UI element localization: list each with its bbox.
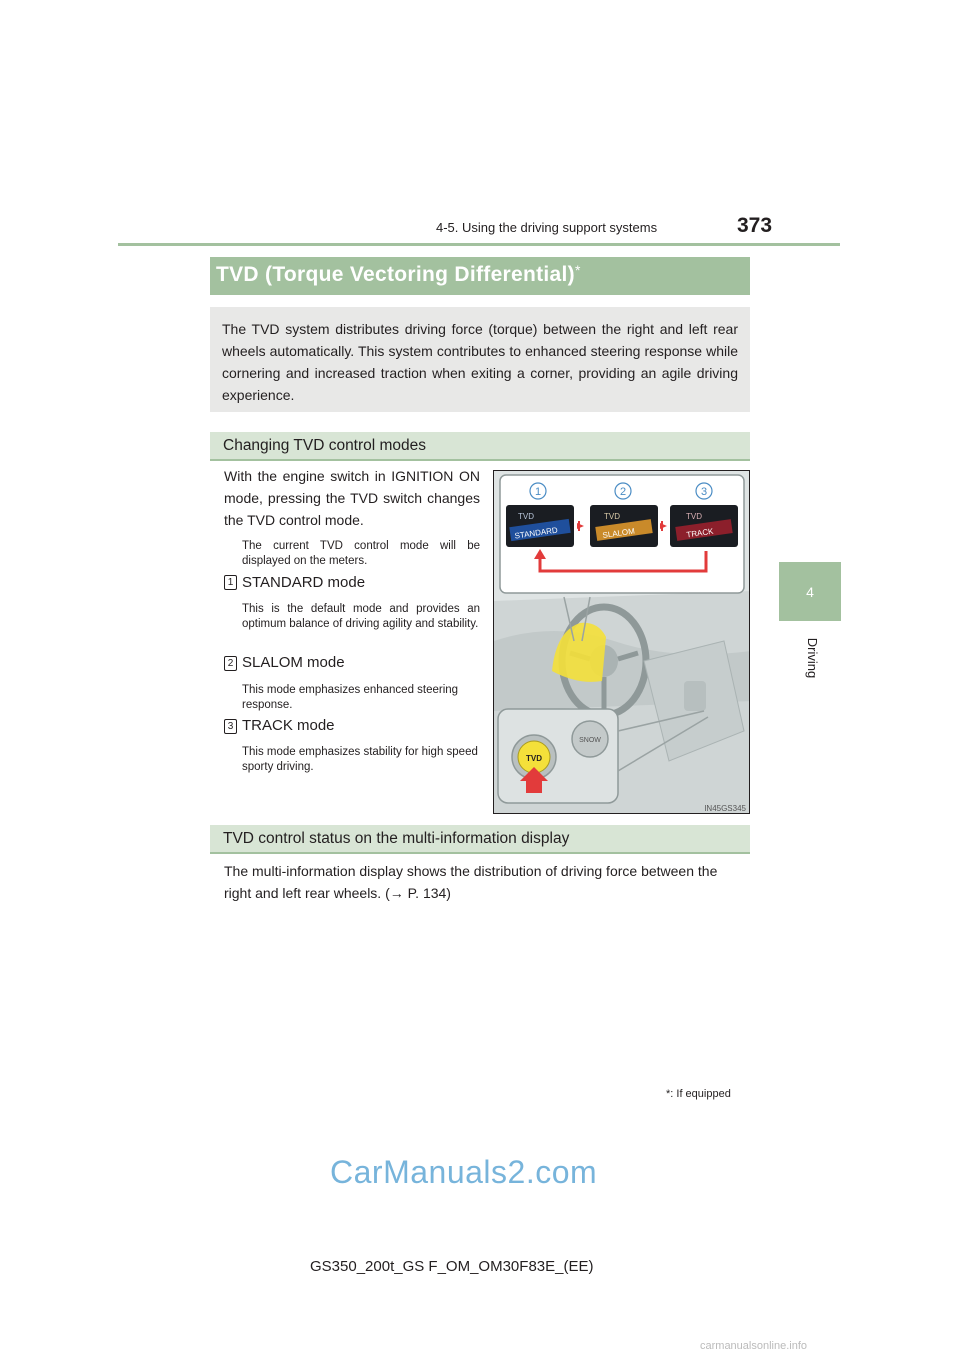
callout-3: 3 [700, 486, 708, 498]
standard-display-tvd: TVD [518, 512, 534, 521]
page-title-text: TVD (Torque Vectoring Differential) [216, 263, 575, 286]
footer-code: GS350_200t_GS F_OM_OM30F83E_(EE) [310, 1258, 594, 1275]
tvd-illustration [493, 470, 750, 814]
meter-note: The current TVD control mode will be displayed on the meters. [242, 540, 480, 567]
page-number: 373 [737, 214, 773, 237]
section-heading-modes: Changing TVD control modes [223, 437, 427, 454]
section-body-mid: The multi-information display shows the distribution of driving force between the right and left rear wheels. (→ P. 134) [224, 863, 718, 901]
watermark: CarManuals2.com [330, 1154, 598, 1190]
section-body: With the engine switch in IGNITION ON mode, pressing the TVD switch changes the TVD control mode. [224, 468, 480, 528]
chapter-name: Driving [805, 637, 820, 679]
slalom-display-label: SLALOM [601, 526, 636, 540]
equipped-mark: * [574, 262, 581, 278]
mode-number-badge: 1 [224, 575, 237, 590]
mode-title-track: TRACK mode [242, 717, 335, 734]
page-title [216, 262, 581, 287]
tvd-button-label: TVD [526, 754, 542, 763]
mode-number-badge: 2 [224, 656, 237, 671]
chapter-number: 4 [806, 583, 814, 600]
slalom-display-tvd: TVD [604, 512, 620, 521]
mode-title-slalom: SLALOM mode [242, 654, 345, 671]
mode-desc-track: This mode emphasizes stability for high speed sporty driving. [242, 746, 478, 773]
section-heading-mid: TVD control status on the multi-information display [223, 830, 570, 847]
mode-number-badge: 3 [224, 719, 237, 734]
mode-desc-slalom: This mode emphasizes enhanced steering response. [242, 684, 459, 711]
track-display-label: TRACK [685, 526, 715, 540]
chapter-tab [779, 562, 841, 621]
callout-2: 2 [619, 486, 627, 498]
callout-1: 1 [534, 486, 542, 498]
snow-button-label: SNOW [579, 737, 601, 744]
intro-text: The TVD system distributes driving force (torque) between the right and left rear wheels automatically. This system contributes to enhanced steering response while cornering and increased traction when exiting a corner, providing an agile driving experience. [222, 321, 738, 403]
standard-display-label: STANDARD [513, 525, 559, 541]
mode-title-standard: STANDARD mode [242, 574, 366, 591]
watermark-secondary: carmanualsonline.info [700, 1340, 808, 1352]
figure-code: IN45GS345 [704, 804, 746, 813]
track-display-tvd: TVD [686, 512, 702, 521]
header-section-title: 4-5. Using the driving support systems [436, 220, 658, 235]
mode-desc-standard: This is the default mode and provides an optimum balance of driving agility and stability. [242, 603, 480, 630]
header-divider [118, 243, 840, 246]
footnote: *: If equipped [666, 1088, 731, 1100]
